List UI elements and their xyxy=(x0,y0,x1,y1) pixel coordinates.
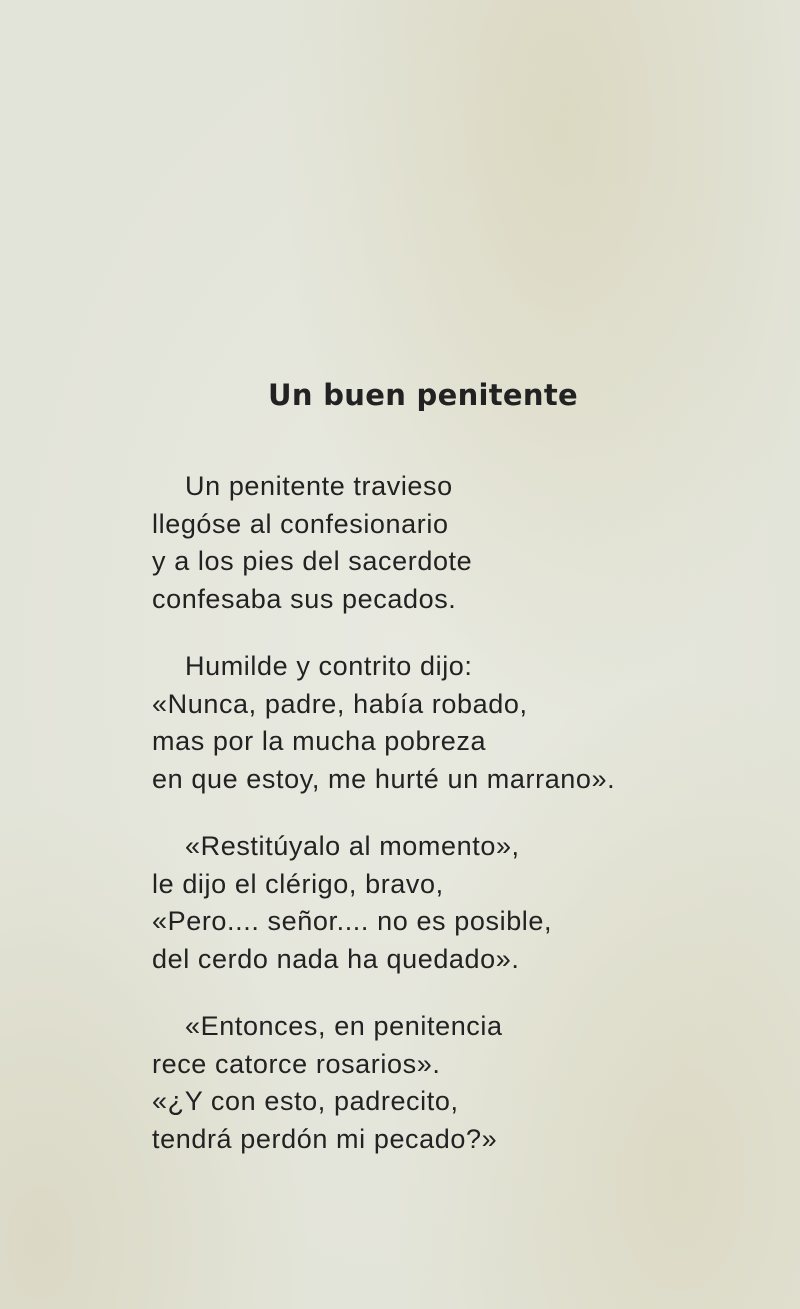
poem-line: mas por la mucha pobreza xyxy=(152,726,487,756)
poem-body xyxy=(152,468,752,1188)
poem-line: «Entonces, en penitencia xyxy=(185,1011,503,1041)
poem-line: rece catorce rosarios». xyxy=(152,1048,441,1079)
stanza-2 xyxy=(152,648,752,798)
poem-line: Humilde y contrito dijo: xyxy=(185,651,473,681)
poem-line: y a los pies del sacerdote xyxy=(152,546,473,576)
poem-title: Un buen penitente xyxy=(268,378,578,412)
poem-line: tendrá perdón mi pecado?» xyxy=(152,1123,498,1154)
poem-line: en que estoy, me hurté un marrano». xyxy=(152,763,616,794)
poem-line: «¿Y con esto, padrecito, xyxy=(152,1086,459,1116)
stanza-3 xyxy=(152,828,752,978)
stanza-4 xyxy=(152,1008,752,1158)
poem-line: del cerdo nada ha quedado». xyxy=(152,943,520,974)
poem-line: le dijo el clérigo, bravo, xyxy=(152,868,444,899)
poem-line: «Restitúyalo al momento», xyxy=(185,831,520,861)
poem-line: confesaba sus pecados. xyxy=(152,583,457,614)
poem-line: Un penitente travieso xyxy=(185,471,453,501)
poem-line: «Pero.... señor.... no es posible, xyxy=(152,906,553,936)
stanza-1 xyxy=(152,468,752,618)
poem-line: «Nunca, padre, había robado, xyxy=(152,688,528,719)
poem-line: llegóse al confesionario xyxy=(152,508,449,539)
